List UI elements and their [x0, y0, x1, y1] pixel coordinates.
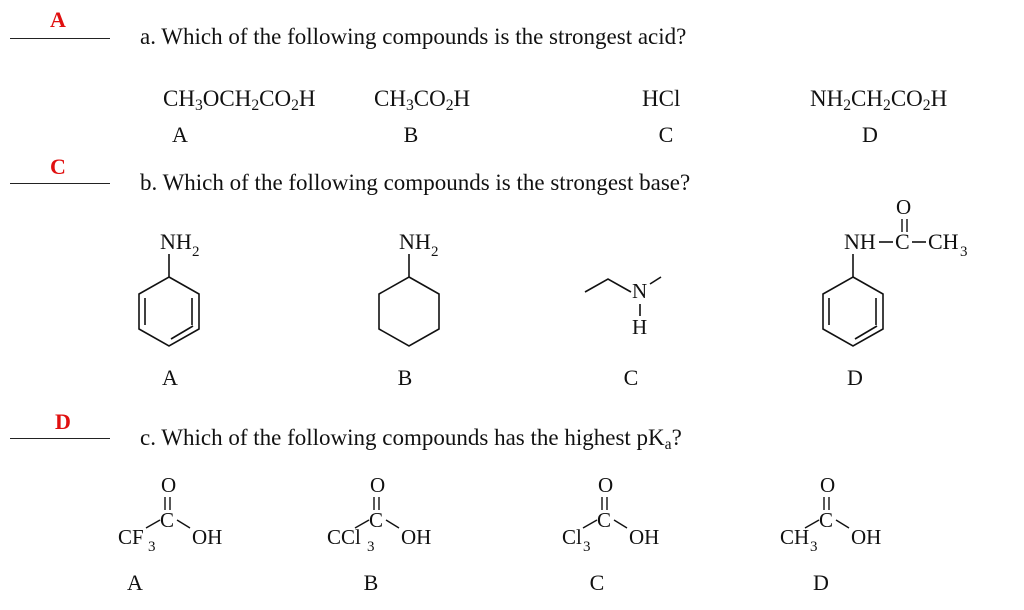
q-b-letter-c: C	[623, 365, 639, 390]
svg-text:3: 3	[583, 539, 591, 555]
q-b-letter-a: A	[162, 365, 178, 390]
question-c-text: c. Which of the following compounds has the highest $pK_a$?	[140, 425, 682, 453]
svg-text:OH: OH	[401, 525, 432, 549]
answer-c: D	[55, 409, 71, 434]
svg-text:CH: CH	[780, 525, 810, 549]
q-a-formula-b: $CH_3CO_2H$	[374, 86, 471, 114]
svg-text:CF: CF	[118, 525, 144, 549]
svg-text:C: C	[597, 508, 612, 532]
q-c-letter-c: C	[589, 570, 605, 595]
svg-text:H: H	[632, 315, 648, 339]
svg-text:3: 3	[148, 539, 156, 555]
svg-text:3: 3	[367, 539, 375, 555]
q-c-letter-d: D	[813, 570, 829, 595]
question-a-text: a. Which of the following compounds is the strongest acid?	[140, 24, 687, 49]
svg-text:O: O	[820, 473, 836, 497]
svg-text:C: C	[369, 508, 384, 532]
q-b-letter-b: B	[397, 365, 413, 390]
q-c-structure-d	[780, 473, 881, 555]
q-a-letter-c: C	[658, 122, 674, 147]
svg-text:OH: OH	[851, 525, 882, 549]
q-c-structure-a	[118, 473, 222, 555]
svg-text:O: O	[896, 195, 912, 219]
svg-text:C: C	[895, 229, 910, 254]
svg-text:NH: NH	[399, 229, 431, 254]
svg-text:N: N	[632, 279, 648, 303]
svg-text:CCl: CCl	[327, 525, 361, 549]
svg-text:C: C	[819, 508, 834, 532]
svg-text:OH: OH	[629, 525, 660, 549]
svg-text:CH: CH	[928, 229, 959, 254]
svg-text:O: O	[370, 473, 386, 497]
svg-text:Cl: Cl	[562, 525, 582, 549]
q-a-letter-d: D	[862, 122, 878, 147]
answer-a: A	[50, 7, 66, 32]
svg-text:C: C	[160, 508, 175, 532]
q-b-letter-d: D	[847, 365, 863, 390]
q-c-structure-c	[562, 473, 659, 555]
q-a-letter-a: A	[172, 122, 188, 147]
q-a-formula-c: HCl	[642, 86, 681, 111]
q-c-structure-b	[327, 473, 431, 555]
svg-text:3: 3	[810, 539, 818, 555]
answer-b: C	[50, 154, 66, 179]
question-b-text: b. Which of the following compounds is the strongest base?	[140, 170, 691, 195]
q-a-formula-d: $NH_2CH_2CO_2H$	[810, 86, 948, 114]
svg-text:NH: NH	[160, 229, 192, 254]
q-c-letter-b: B	[363, 570, 379, 595]
svg-text:O: O	[598, 473, 614, 497]
svg-text:3: 3	[960, 244, 968, 260]
svg-text:O: O	[161, 473, 177, 497]
svg-text:OH: OH	[192, 525, 223, 549]
svg-text:NH: NH	[844, 229, 876, 254]
q-a-letter-b: B	[403, 122, 419, 147]
q-a-formula-a: $CH_3OCH_2CO_2H$	[163, 86, 316, 114]
svg-text:2: 2	[192, 244, 200, 260]
svg-text:2: 2	[431, 244, 439, 260]
q-c-letter-a: A	[127, 570, 143, 595]
